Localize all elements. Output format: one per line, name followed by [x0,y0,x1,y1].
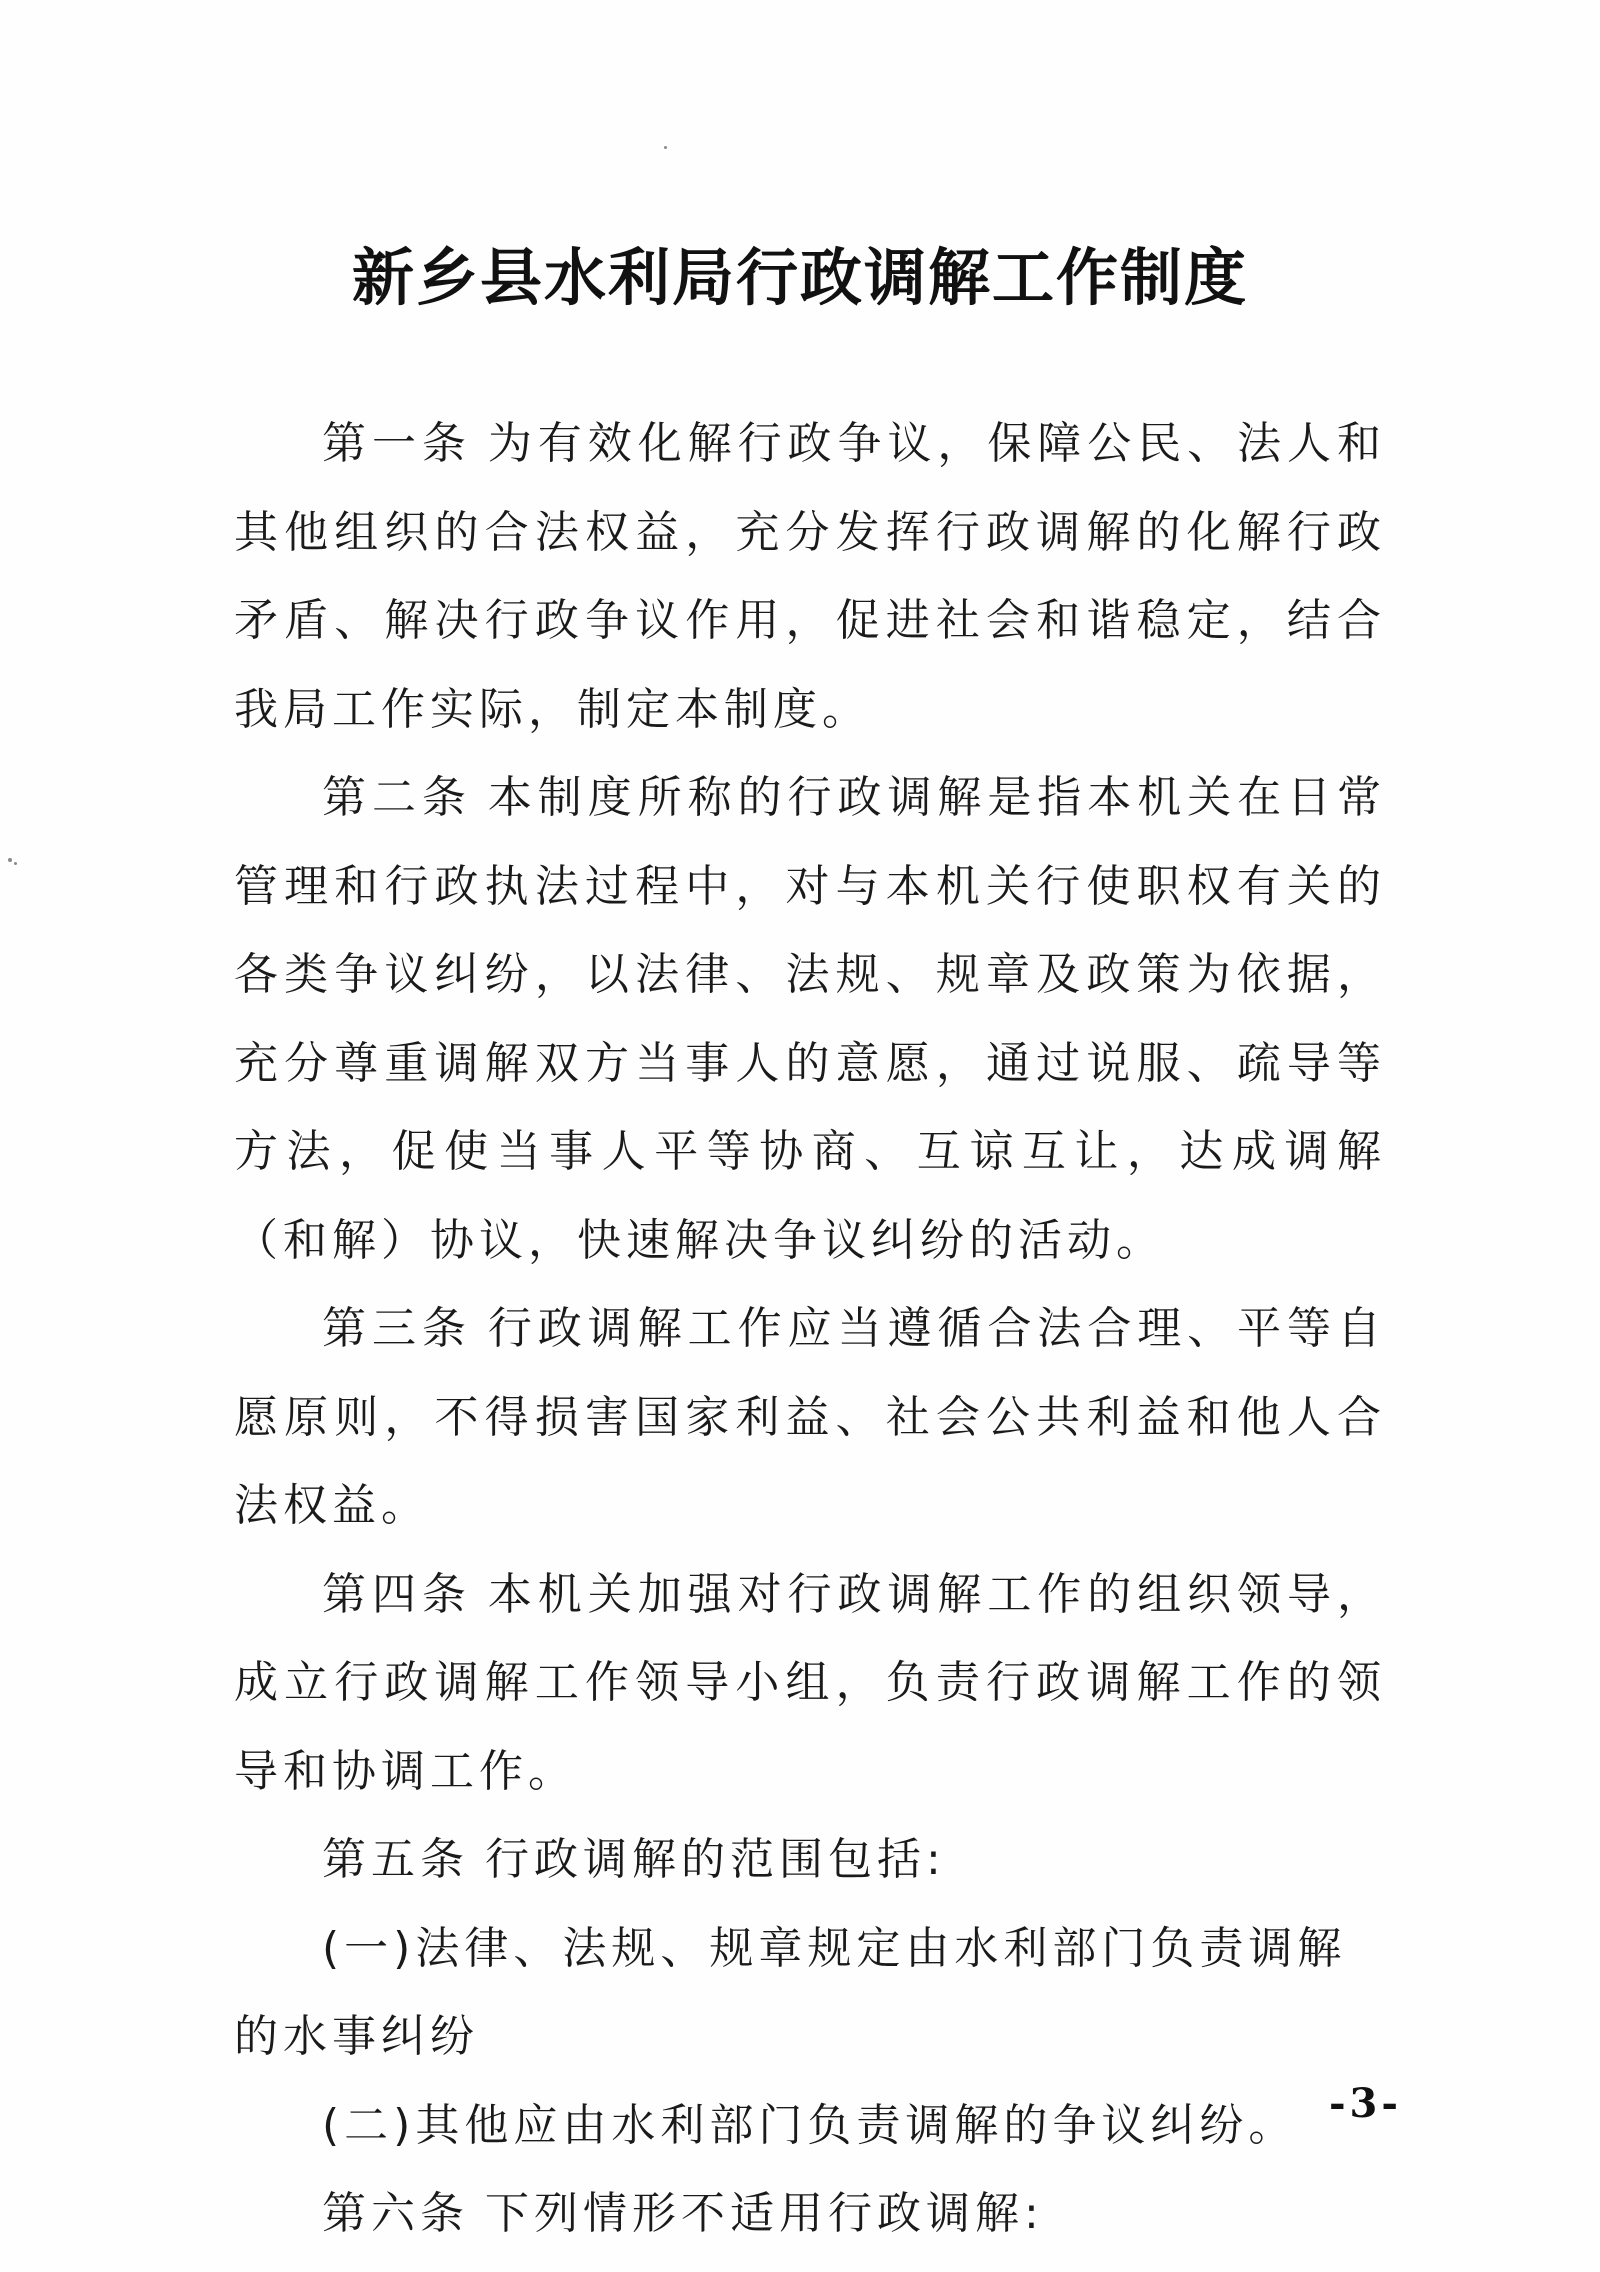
article-label: 第三条 [322,1303,472,1354]
document-body [234,400,1386,2259]
article-text: 本制度所称的行政调解是指本机关在日常管理和行政执法过程中，对与本机关行使职权有关的各类争议纠纷，以法律、法规、规章及政策为依据，充分尊重调解双方当事人的意愿，通过说服、疏导等方法，促使当事人平等协商、互谅互让，达成调解（和解）协议，快速解决争议纠纷的活动。 [234,772,1387,1266]
article-label: 第四条 [322,1568,472,1620]
page-number: -3- [1328,2080,1402,2127]
article-text: 本机关加强对行政调解工作的组织领导，成立行政调解工作领导小组，负责行政调解工作的领导和协调工作。 [234,1568,1387,1797]
scope-item-2: (二)其他应由水利部门负责调解的争议纠纷。 [322,2099,1298,2151]
article-6 [234,2170,1386,2259]
scope-item-1: (一)法律、法规、规章规定由水利部门负责调解的水事纠纷 [234,1922,1347,2062]
document-title: 新乡县水利局行政调解工作制度 [351,241,1248,314]
article-2 [234,754,1386,1285]
article-label: 第一条 [322,418,472,469]
article-label: 第六条 [322,2188,469,2239]
article-5 [234,1816,1386,1905]
article-label: 第二条 [322,772,472,823]
article-3 [234,1285,1386,1551]
article-text: 为有效化解行政争议，保障公民、法人和其他组织的合法权益，充分发挥行政调解的化解行政矛盾、解决行政争议作用，促进社会和谐稳定，结合我局工作实际，制定本制度。 [234,418,1387,735]
article-1 [234,400,1386,754]
scan-speck [664,146,667,149]
scan-speck [14,862,17,865]
article-text: 行政调解的范围包括: [485,1834,946,1885]
scan-speck [8,858,12,862]
article-label: 第五条 [322,1834,469,1885]
article-4 [234,1551,1386,1817]
article-text: 行政调解工作应当遵循合法合理、平等自愿原则，不得损害国家利益、社会公共利益和他人合法权益。 [234,1303,1387,1531]
article-text: 下列情形不适用行政调解: [485,2188,1044,2239]
